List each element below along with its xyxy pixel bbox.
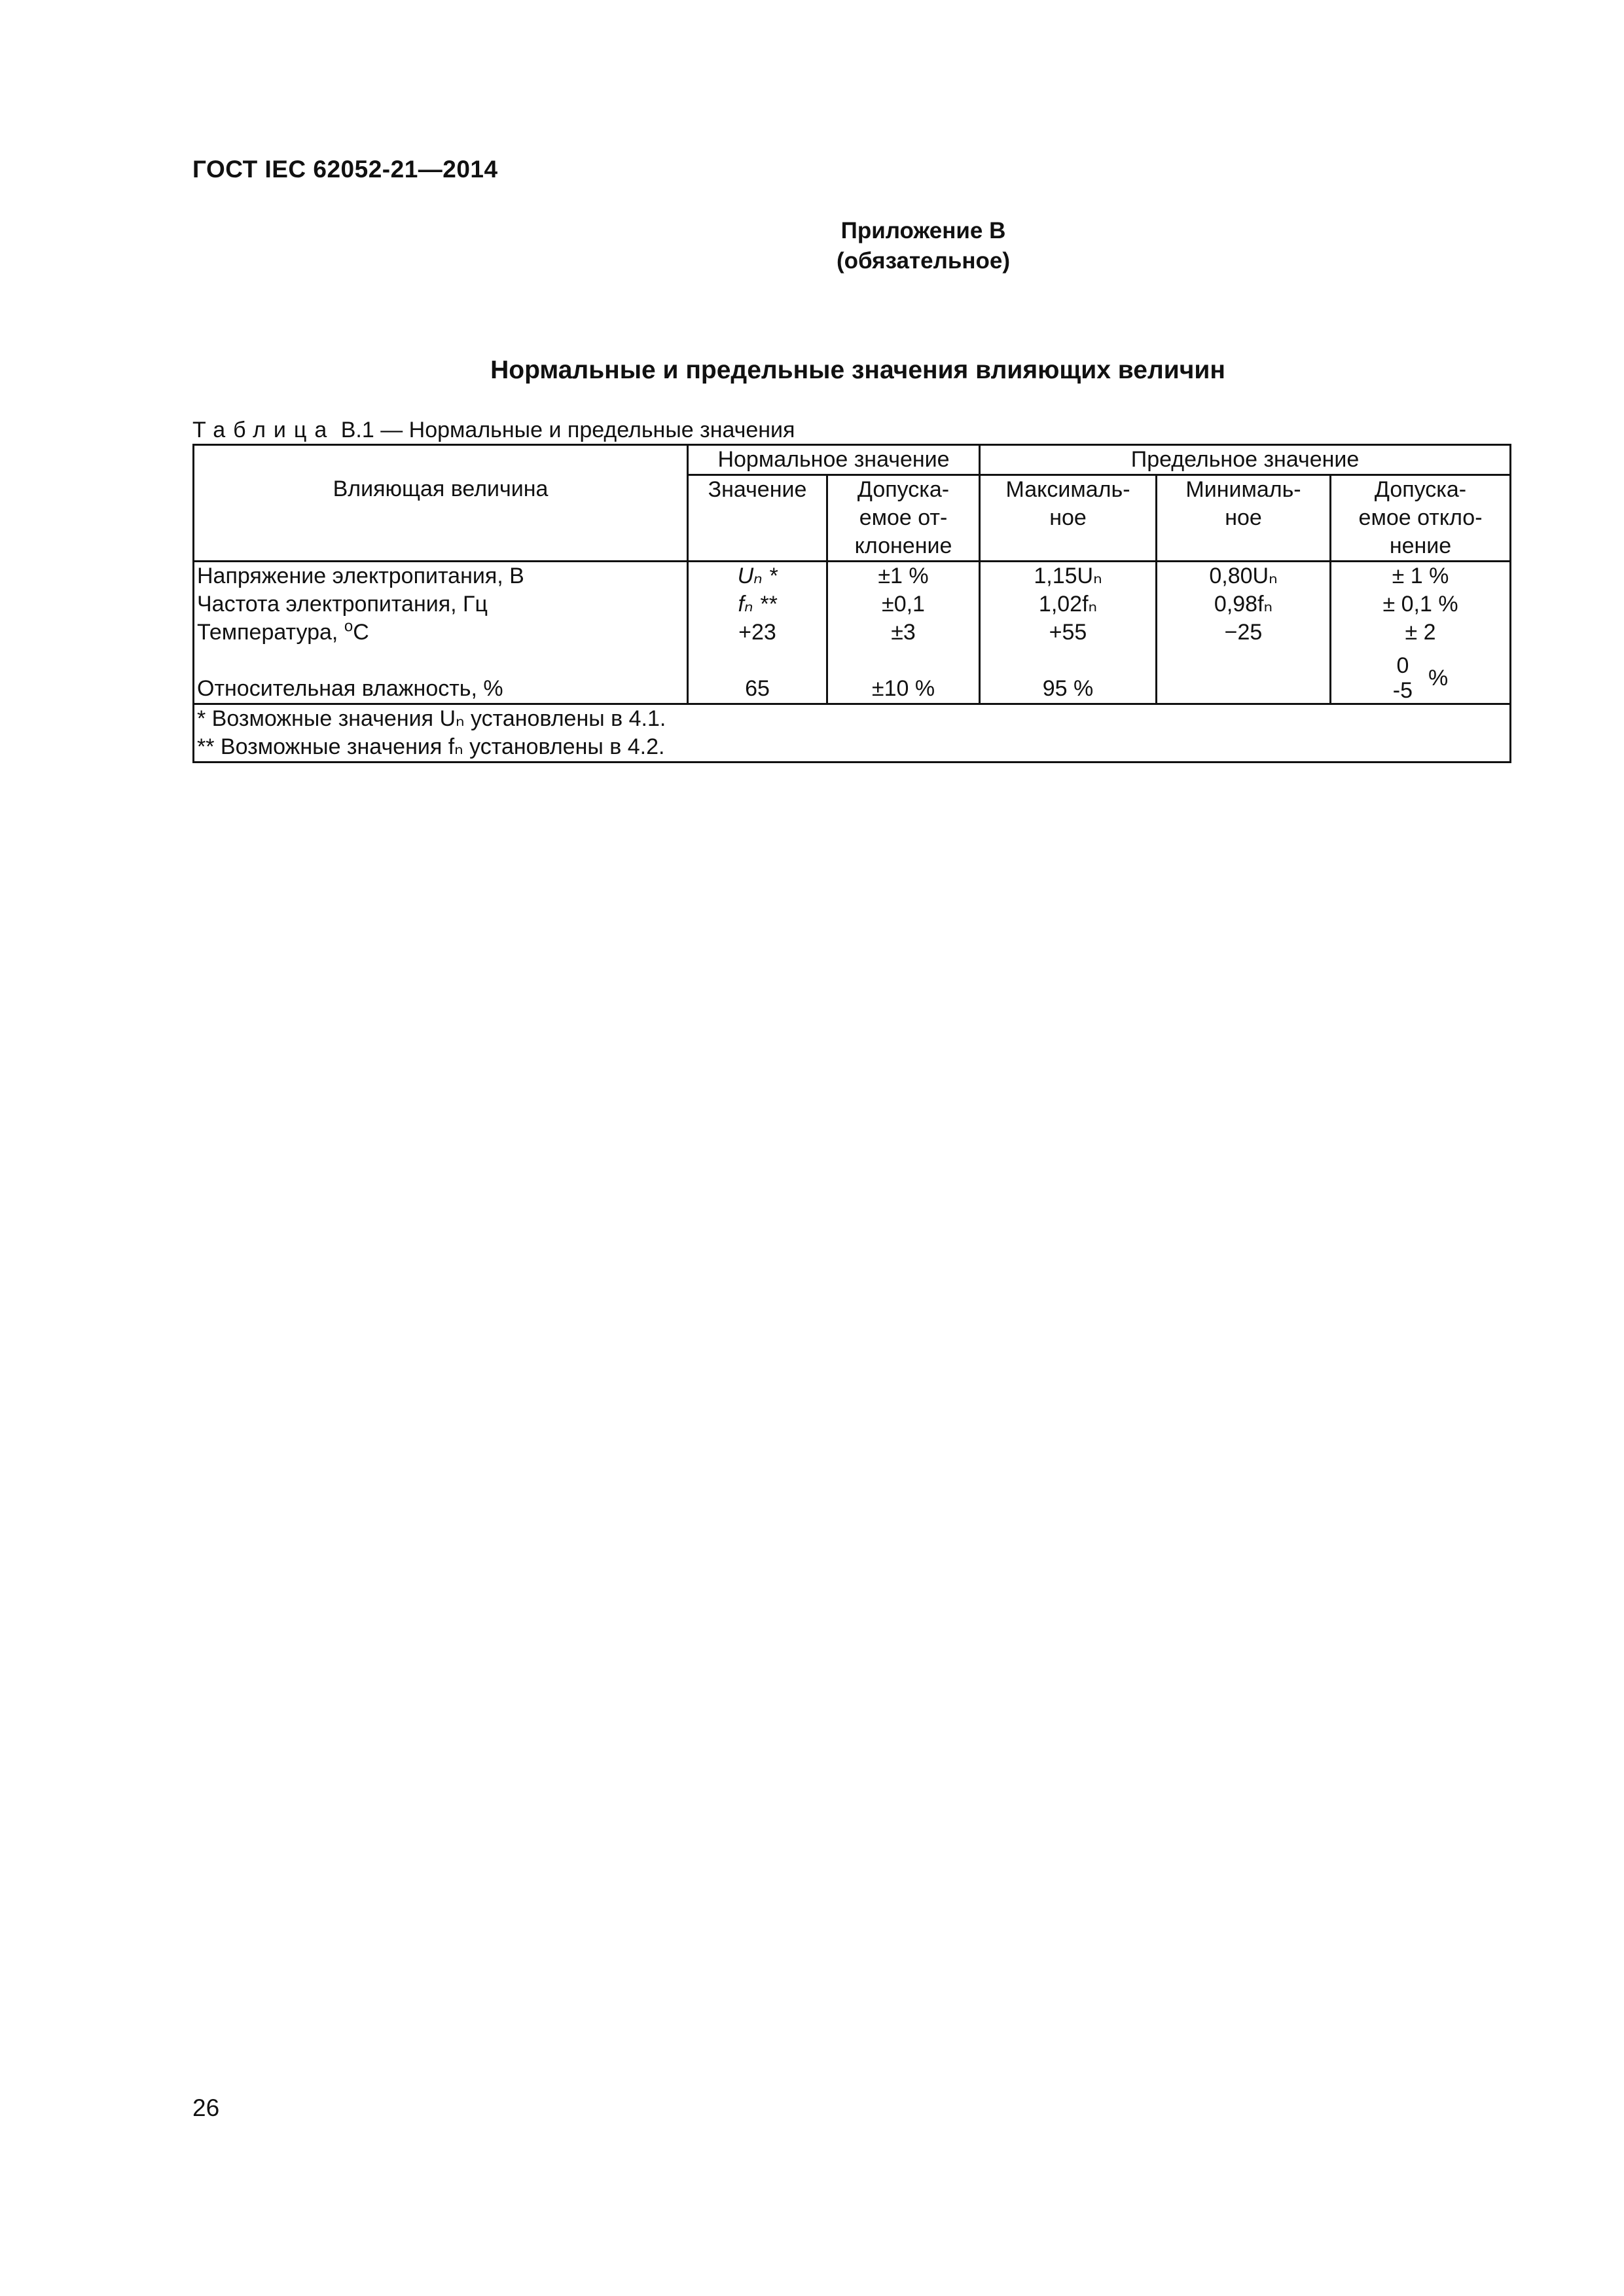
- body-limit-deviation-cell: ± 1 % ± 0,1 % ± 2 0 -5 %: [1331, 562, 1511, 704]
- table-row: Относительная влажность, %: [197, 676, 503, 701]
- header-limit-group: Предельное значение: [980, 445, 1511, 475]
- body-maximum-cell: 1,15Uₙ 1,02fₙ +55 95 %: [980, 562, 1157, 704]
- table-header-row-1: [194, 445, 1511, 475]
- footnote: * Возможные значения Uₙ установлены в 4.1.: [197, 706, 666, 731]
- humidity-tolerance: 0 -5 %: [1392, 653, 1449, 703]
- appendix-heading: [0, 216, 1624, 276]
- body-value-cell: Uₙ * fₙ ** +23 65: [688, 562, 827, 704]
- table-body-row: [194, 562, 1511, 704]
- table-caption-text: В.1 — Нормальные и предельные значения: [334, 418, 795, 442]
- header-limit-deviation: Допуска- емое откло- нение: [1331, 475, 1511, 562]
- influence-quantities-table: [192, 444, 1511, 763]
- table-caption: [192, 418, 795, 443]
- header-quantity: Влияющая величина: [194, 445, 688, 562]
- appendix-status: (обязательное): [836, 248, 1010, 274]
- header-value: Значение: [688, 475, 827, 562]
- appendix-title: Приложение В: [840, 218, 1006, 243]
- footnote: ** Возможные значения fₙ установлены в 4.2.: [197, 734, 665, 759]
- table-footnotes: [194, 704, 1511, 762]
- header-normal-deviation: Допуска- емое от- клонение: [827, 475, 980, 562]
- table-footnotes-row: [194, 704, 1511, 762]
- table-row: Напряжение электропитания, В: [197, 564, 524, 588]
- section-title: Нормальные и предельные значения влияющих величин: [490, 356, 1225, 384]
- body-quantity-cell: [194, 562, 688, 704]
- header-minimum: Минималь- ное: [1157, 475, 1331, 562]
- header-maximum: Максималь- ное: [980, 475, 1157, 562]
- page-number: 26: [192, 2094, 220, 2121]
- document-code: ГОСТ IEC 62052-21—2014: [192, 156, 498, 183]
- body-normal-deviation-cell: ±1 % ±0,1 ±3 ±10 %: [827, 562, 980, 704]
- table-caption-word: Таблица: [192, 418, 335, 442]
- table-row: Температура, $^o$C: [197, 617, 369, 645]
- table-row: Частота электропитания, Гц: [197, 592, 488, 617]
- header-normal-group: Нормальное значение: [688, 445, 980, 475]
- body-minimum-cell: 0,80Uₙ 0,98fₙ −25: [1157, 562, 1331, 704]
- degree-sign: o: [344, 617, 353, 636]
